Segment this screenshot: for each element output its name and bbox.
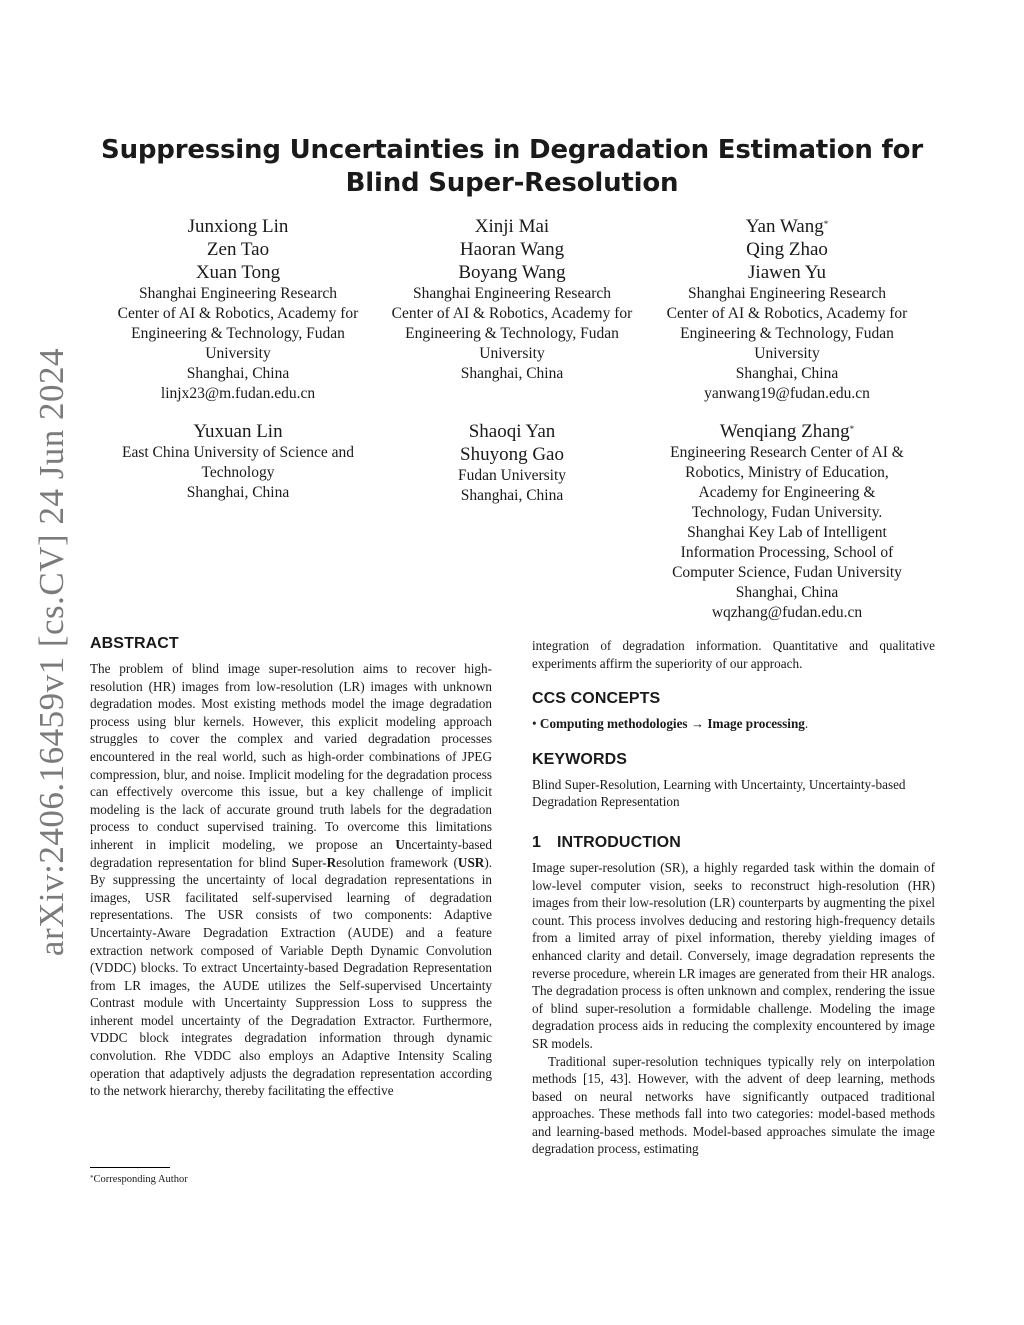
method-acronym: USR bbox=[457, 854, 485, 870]
footnote-rule bbox=[90, 1167, 170, 1168]
affiliation-line: Shanghai, China bbox=[460, 487, 564, 504]
author-name-text: Wenqiang Zhang bbox=[719, 421, 850, 442]
affiliation-line: Shanghai, China bbox=[186, 484, 290, 501]
footnote-mark: * bbox=[90, 1174, 94, 1182]
affiliation-line: Information Processing, School of bbox=[680, 544, 894, 561]
author-name: Junxiong Lin bbox=[187, 216, 289, 237]
author-name: Xuan Tong bbox=[195, 262, 281, 283]
affiliation-line: Engineering & Technology, Fudan bbox=[405, 325, 619, 342]
ccs-period: . bbox=[804, 716, 809, 732]
author-name: Yuxuan Lin bbox=[193, 421, 283, 442]
section-number: 1 bbox=[532, 833, 541, 851]
affiliation-line: Engineering & Technology, Fudan bbox=[680, 325, 894, 342]
author-block-5 bbox=[377, 420, 647, 506]
affiliation-line: Shanghai, China bbox=[186, 365, 290, 382]
introduction-body bbox=[532, 859, 935, 1158]
author-name: Shuyong Gao bbox=[460, 444, 564, 465]
affiliation-line: Fudan University bbox=[457, 467, 567, 484]
affiliation-line: Center of AI & Robotics, Academy for bbox=[391, 305, 633, 322]
acronym-letter: U bbox=[395, 836, 405, 852]
affiliation-line: Technology bbox=[201, 464, 275, 481]
affiliation-line: Shanghai, China bbox=[735, 365, 839, 382]
affiliation-line: Engineering Research Center of AI & bbox=[670, 444, 904, 461]
abstract-text bbox=[90, 660, 492, 1100]
ccs-concept: Computing methodologies → Image processing bbox=[539, 716, 805, 732]
affiliation-line: Shanghai Engineering Research bbox=[139, 285, 337, 302]
affiliation-line: Computer Science, Fudan University bbox=[672, 564, 902, 581]
author-email[interactable]: yanwang19@fudan.edu.cn bbox=[704, 385, 870, 402]
right-column bbox=[532, 637, 935, 1158]
corresponding-mark: * bbox=[823, 219, 829, 229]
intro-paragraph-1: Image super-resolution (SR), a highly regarded task within the domain of low-level computer vision, seeks to reconstruct high-resolution (HR) images from their low-resolution (LR) counterparts by augmenting the pixel count. This process involves deducing and restoring high-frequency details from a limited array of pixel information, thereby yielding images of enhanced clarity and detail. Conversely, image degradation represents the reverse procedure, wherein LR images are generated from their HR analogs. The degradation process is often unknown and complex, rendering the issue of blind super-resolution a formidable challenge. Modeling the image degradation process aids in reducing the complexity encountered by image SR models. bbox=[532, 859, 935, 1051]
author-block-3 bbox=[652, 215, 922, 404]
affiliation-line: Shanghai, China bbox=[735, 584, 839, 601]
affiliation-line: University bbox=[754, 345, 820, 362]
abstract-text-run: esolution framework ( bbox=[336, 854, 458, 870]
author-name: Zen Tao bbox=[206, 239, 270, 260]
author-email[interactable]: wqzhang@fudan.edu.cn bbox=[711, 604, 863, 621]
author-name bbox=[652, 420, 922, 443]
affiliation-line: Center of AI & Robotics, Academy for bbox=[117, 305, 359, 322]
abstract-text-run: The problem of blind image super-resolution aims to recover high-resolution (HR) images from low-resolution (LR) images with unknown degradation modes. Most existing methods model the image degradation process using blur kernels. However, this explicit modeling approach struggles to cover the complex and varied degradation processes encountered in the real world, such as high-order combinations of JPEG compression, blur, and noise. Implicit modeling for the degradation process can effectively overcome this issue, but a key challenge of implicit modeling is the lack of accurate ground truth labels for the degradation process to conduct supervised training. To overcome this limitations inherent in implicit modeling, we propose an bbox=[90, 661, 492, 852]
affiliation-line: Shanghai Engineering Research bbox=[688, 285, 886, 302]
author-email[interactable]: linjx23@m.fudan.edu.cn bbox=[160, 385, 316, 402]
footnote-text: Corresponding Author bbox=[93, 1174, 188, 1185]
footnote bbox=[90, 1173, 188, 1186]
affiliation-line: Technology, Fudan University. bbox=[691, 504, 883, 521]
author-name: Xinji Mai bbox=[474, 216, 550, 237]
corresponding-mark: * bbox=[849, 424, 855, 434]
author-name: Haoran Wang bbox=[459, 239, 565, 260]
affiliation-line: Shanghai, China bbox=[460, 365, 564, 382]
affiliation-line: Shanghai Key Lab of Intelligent bbox=[687, 524, 887, 541]
affiliation-line: Engineering & Technology, Fudan bbox=[131, 325, 345, 342]
author-name bbox=[652, 215, 922, 238]
introduction-heading bbox=[532, 833, 935, 853]
section-title: INTRODUCTION bbox=[557, 833, 681, 851]
intro-paragraph-2: Traditional super-resolution techniques typically rely on interpolation methods [15, 43]. However, with the advent of deep learning, methods based on neural networks have significantly outpaced traditional approaches. These methods fall into two categories: model-based methods and learning-based methods. Model-based approaches simulate the image degradation process, estimating bbox=[532, 1053, 935, 1157]
affiliation-line: East China University of Science and bbox=[121, 444, 354, 461]
author-block-6 bbox=[652, 420, 922, 623]
abstract-text-run: ). By suppressing the uncertainty of local degradation representations in images, USR facilitated self-supervised learning of degradation representations. The USR consists of two components: Adaptive Uncertainty-Aware Degradation Extraction (AUDE) and a feature extraction network composed of Variable Depth Dynamic Convolution (VDDC) blocks. To extract Uncertainty-based Degradation Representation from LR images, the AUDE utilizes the Self-supervised Uncertainty Contrast module with Uncertainty Suppression Loss to suppress the inherent model uncertainty of the Degradation Extractor. Furthermore, VDDC block integrates degradation information through dynamic convolution. Rhe VDDC also employs an Adaptive Intensity Scaling operation that adaptively adjusts the degradation representation according to the network hierarchy, thereby facilitating the effective bbox=[90, 854, 493, 1099]
author-name: Boyang Wang bbox=[458, 262, 566, 283]
affiliation-line: Academy for Engineering & bbox=[698, 484, 876, 501]
keywords-text: Blind Super-Resolution, Learning with Uncertainty, Uncertainty-based Degradation Representation bbox=[532, 776, 906, 810]
author-name: Jiawen Yu bbox=[748, 262, 826, 283]
abstract-continuation: integration of degradation information. Quantitative and qualitative experiments affirm the superiority of our approach. bbox=[532, 638, 935, 671]
author-block-2 bbox=[377, 215, 647, 384]
author-name: Qing Zhao bbox=[746, 239, 828, 260]
affiliation-line: Shanghai Engineering Research bbox=[413, 285, 611, 302]
abstract-text-run: ncertainty-based degradation representation for blind bbox=[90, 836, 492, 870]
ccs-concepts bbox=[532, 715, 935, 733]
abstract-section bbox=[90, 634, 492, 1100]
author-name-text: Yan Wang bbox=[745, 216, 824, 237]
affiliation-line: Robotics, Ministry of Education, bbox=[685, 464, 889, 481]
bullet: • bbox=[532, 716, 537, 732]
acronym-letter: R bbox=[326, 854, 337, 870]
abstract-heading: ABSTRACT bbox=[90, 635, 179, 652]
paper-title: Suppressing Uncertainties in Degradation Estimation for Blind Super-Resolution bbox=[101, 135, 923, 198]
author-name: Shaoqi Yan bbox=[468, 421, 556, 442]
author-block-1 bbox=[103, 215, 373, 404]
affiliation-line: University bbox=[479, 345, 545, 362]
acronym-letter: S bbox=[291, 854, 300, 870]
affiliation-line: Center of AI & Robotics, Academy for bbox=[666, 305, 908, 322]
ccs-heading: CCS CONCEPTS bbox=[532, 690, 661, 708]
keywords-heading: KEYWORDS bbox=[532, 750, 628, 768]
arxiv-identifier-stamp: arXiv:2406.16459v1 [cs.CV] 24 Jun 2024 bbox=[32, 347, 71, 957]
author-block-4 bbox=[103, 420, 373, 503]
abstract-text-run: uper- bbox=[299, 854, 327, 870]
affiliation-line: University bbox=[205, 345, 271, 362]
abstract-paragraph bbox=[90, 660, 492, 1100]
